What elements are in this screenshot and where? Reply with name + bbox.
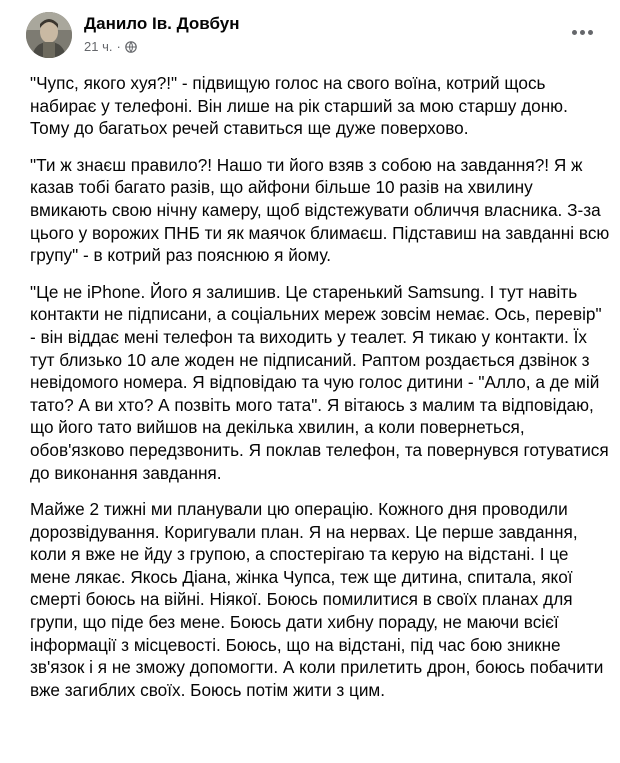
- more-options-dot: [572, 30, 577, 35]
- author-name[interactable]: Данило Ів. Довбун: [84, 14, 240, 33]
- more-options-button[interactable]: [568, 22, 596, 42]
- more-options-dot: [588, 30, 593, 35]
- post-text: [30, 72, 610, 715]
- post-header: [26, 12, 596, 60]
- post-meta: [84, 39, 137, 54]
- more-options-dot: [580, 30, 585, 35]
- post-paragraph: "Чупс, якого хуя?!" - підвищую голос на свого воїна, котрий щось набирає у телефоні. Він лише на рік старший за мою старшу доню. Тому до багатьох речей ставиться ще дуже поверхово.: [30, 73, 568, 139]
- post-paragraph: "Ти ж знаєш правило?! Нашо ти його взяв з собою на завдання?! Я ж казав тобі багато разів, що айфони більше 10 разів на хвилину вмикають свою нічну камеру, щоб відстежувати обличчя власника. З-за цього у ворожих ПНБ ти як маячок блимаєш. Підставиш на завданні всю групу" - в котрий раз пояснюю я йому.: [30, 154, 610, 266]
- author-avatar[interactable]: [26, 12, 72, 58]
- meta-separator: ·: [116, 39, 121, 54]
- post-timestamp[interactable]: 21 ч.: [84, 39, 113, 54]
- post-paragraph: Майже 2 тижні ми планували цю операцію. Кожного дня проводили дорозвідування. Коригували план. Я на нервах. Це перше завдання, коли я вже не йду з групою, а спостерігаю та керую на відстані. І це мене лякає. Якось Діана, жінка Чупса, теж ще дитина, спитала, якої смерті боюсь на війні. Ніякої. Боюсь помилитися в своїх планах для групи, що піде без мене. Боюсь дати хибну пораду, не маючи всієї інформації з місцевості. Боюсь, що на відстані, під час бою зникне зв'язок і я не зможу допомогти. А коли прилетить дрон, боюсь побачити вже загиблих своїх. Боюсь потім жити з цим.: [30, 499, 604, 700]
- globe-icon: [125, 41, 137, 53]
- post-paragraph: "Це не iPhone. Його я залишив. Це старенький Samsung. І тут навіть контакти не підписани, а соціальних мереж зовсім немає. Ось, перевір" - він віддає мені телефон та виходить у теалет. Я тикаю у контакти. Їх тут близько 10 але жоден не підписаний. Раптом роздається дзвінок з невідомого номера. Я відповідаю та чую голос дитини - "Алло, а де мій тато? А ви хто? А позвіть мого тата". Я вітаюсь з малим та відповідаю, що його тато вийшов на декілька хвилин, а коли повернеться, обов'язково передзвонить. Я поклав телефон, та повернувся готуватися до виконання завдання.: [30, 281, 609, 483]
